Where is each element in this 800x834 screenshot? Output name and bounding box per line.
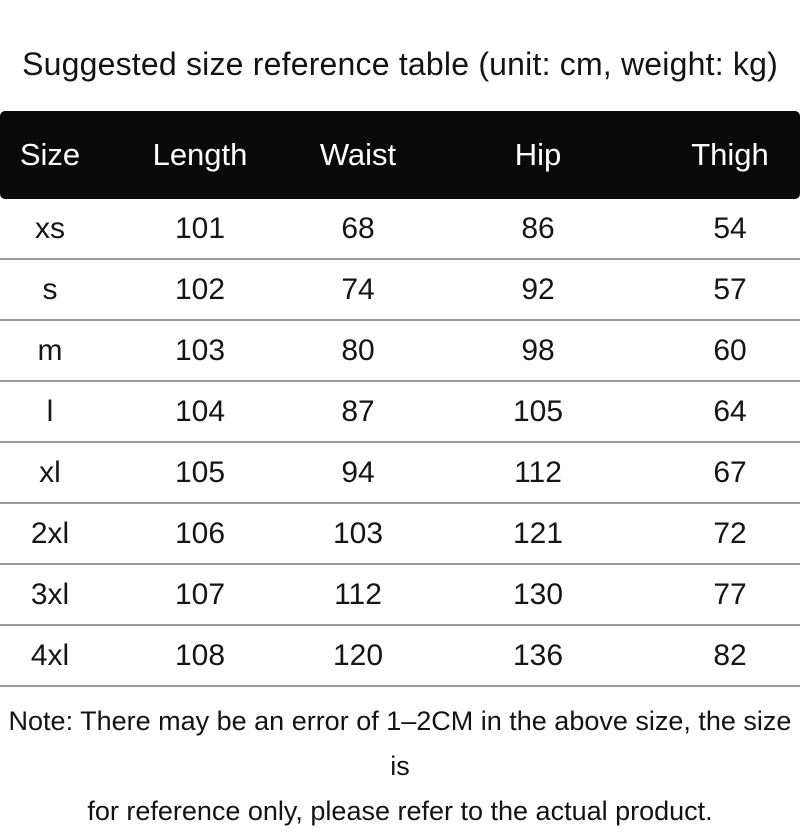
cell-hip: 86 (521, 211, 555, 245)
table-header-row (0, 111, 800, 199)
table-row-xl (0, 443, 800, 504)
page-title: Suggested size reference table (unit: cm, weight: kg) (22, 46, 778, 82)
table-row-m (0, 321, 800, 382)
cell-hip: 105 (512, 394, 564, 428)
table-row-s (0, 260, 800, 321)
cell-size: 3xl (30, 577, 70, 611)
cell-hip: 98 (521, 333, 555, 367)
cell-size: l (46, 394, 54, 428)
header-waist: Waist (319, 137, 397, 172)
header-hip: Hip (514, 137, 562, 172)
cell-thigh: 54 (713, 211, 747, 245)
table-row-l (0, 382, 800, 443)
cell-hip: 112 (514, 455, 562, 489)
cell-hip: 92 (521, 272, 555, 306)
header-thigh: Thigh (691, 137, 769, 172)
disclaimer-note-line2: for reference only, please refer to the actual product. (87, 796, 713, 826)
header-size: Size (19, 137, 81, 172)
cell-length: 104 (174, 394, 226, 428)
size-table (0, 111, 800, 687)
cell-thigh: 60 (713, 333, 747, 367)
cell-waist: 94 (341, 455, 375, 489)
cell-hip: 136 (512, 638, 564, 672)
cell-length: 103 (174, 333, 226, 367)
cell-waist: 80 (341, 333, 375, 367)
cell-size: 4xl (30, 638, 70, 672)
cell-waist: 87 (341, 394, 375, 428)
cell-length: 105 (174, 455, 226, 489)
cell-length: 107 (174, 577, 226, 611)
cell-thigh: 64 (713, 394, 747, 428)
cell-waist: 74 (341, 272, 375, 306)
cell-length: 102 (174, 272, 226, 306)
table-row-2xl (0, 504, 800, 565)
cell-thigh: 72 (713, 516, 747, 550)
cell-hip: 121 (512, 516, 564, 550)
cell-length: 106 (174, 516, 226, 550)
cell-length: 108 (174, 638, 226, 672)
disclaimer-note (0, 699, 800, 834)
cell-size: 2xl (30, 516, 70, 550)
disclaimer-note-line1: Note: There may be an error of 1–2CM in the above size, the size is (8, 706, 792, 781)
cell-waist: 103 (332, 516, 384, 550)
cell-thigh: 67 (713, 455, 747, 489)
cell-size: xs (35, 211, 65, 245)
cell-thigh: 57 (713, 272, 747, 306)
cell-size: s (42, 272, 58, 306)
cell-size: m (37, 333, 63, 367)
cell-waist: 112 (334, 577, 382, 611)
table-row-xs (0, 199, 800, 260)
cell-length: 101 (174, 211, 226, 245)
cell-waist: 68 (341, 211, 375, 245)
table-row-4xl (0, 626, 800, 687)
cell-hip: 130 (512, 577, 564, 611)
cell-size: xl (39, 455, 61, 489)
table-row-3xl (0, 565, 800, 626)
header-length: Length (152, 137, 248, 172)
cell-waist: 120 (332, 638, 384, 672)
cell-thigh: 77 (713, 577, 747, 611)
cell-thigh: 82 (713, 638, 747, 672)
